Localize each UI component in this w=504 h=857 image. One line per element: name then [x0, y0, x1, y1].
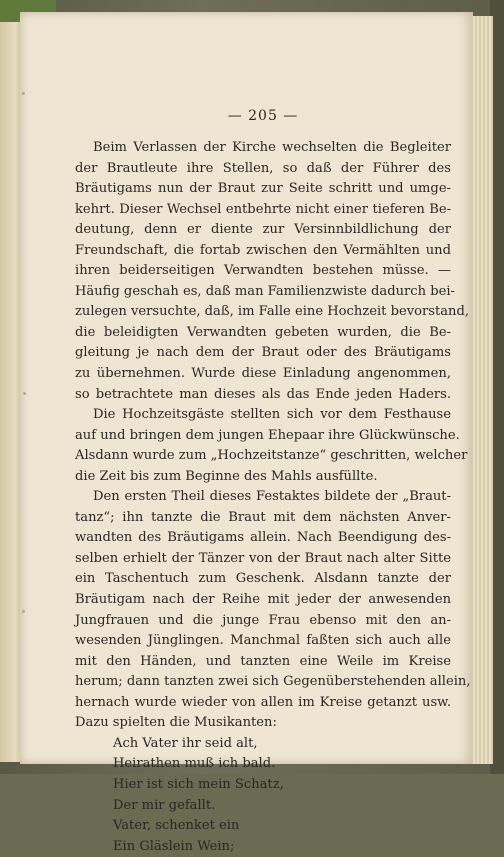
- text-line: zulegen versuchte, daß, im Falle eine Hochzeit bevorstand,: [75, 304, 470, 320]
- page-speck: [22, 92, 25, 95]
- text-line: ihren beiderseitigen Verwandten bestehen müsse. —: [75, 263, 451, 279]
- text-line: die Zeit bis zum Beginne des Mahls ausfüllte.: [75, 468, 378, 484]
- text-line: Ach Vater ihr seid alt,: [113, 735, 258, 751]
- text-line: Alsdann wurde zum „Hochzeitstanze“ geschritten, welcher: [75, 448, 468, 464]
- page-edges-stack: [472, 16, 493, 764]
- text-line: selben erhielt der Tänzer von der Braut nach alter Sitte: [75, 550, 451, 566]
- page-speck: [23, 392, 26, 395]
- text-line: auf und bringen dem jungen Ehepaar ihre Glückwünsche.: [75, 427, 460, 443]
- text-line: Den ersten Theil dieses Festaktes bildete der „Braut-: [93, 489, 451, 505]
- text-line: gleitung je nach dem der Braut oder des Bräutigams: [75, 345, 451, 361]
- page-number: — 205 —: [227, 108, 299, 124]
- text-line: ein Taschentuch zum Geschenk. Alsdann tanzte der: [75, 571, 451, 587]
- text-line: zu übernehmen. Wurde diese Einladung angenommen,: [75, 366, 451, 382]
- text-line: Beim Verlassen der Kirche wechselten die Begleiter: [93, 140, 451, 155]
- text-line: Hier ist sich mein Schatz,: [113, 776, 284, 792]
- text-line: Freundschaft, die fortab zwischen den Vermählten und: [75, 242, 451, 258]
- text-line: Vater, schenket ein: [113, 818, 240, 834]
- book-page: [20, 12, 473, 854]
- text-line: der Brautleute ihre Stellen, so daß der Führer des: [75, 160, 451, 176]
- text-line: mit den Händen, und tanzten eine Weile im Kreise: [75, 653, 451, 669]
- text-line: Der mir gefallt.: [113, 797, 216, 813]
- text-line: Jungfrauen und die junge Frau ebenso mit den an-: [75, 612, 451, 628]
- text-line: hernach wurde wieder von allen im Kreise getanzt usw.: [75, 694, 451, 710]
- text-line: kehrt. Dieser Wechsel entbehrte nicht einer tieferen Be-: [75, 201, 451, 217]
- text-line: Bräutigams nun der Braut zur Seite schritt und umge-: [75, 181, 451, 197]
- text-line: tanz“; ihn tanzte die Braut mit dem nächsten Anver-: [75, 509, 451, 525]
- text-line: wesenden Jünglingen. Manchmal faßten sich auch alle: [75, 633, 451, 649]
- text-line: wandten des Bräutigams allein. Nach Beendigung des-: [75, 530, 451, 546]
- body-text: [75, 138, 471, 857]
- text-line: deutung, denn er diente zur Versinnbildlichung der: [75, 222, 451, 238]
- text-line: die beleidigten Verwandten gebeten wurden, die Be-: [75, 324, 451, 340]
- text-line: Heirathen muß ich bald.: [113, 756, 276, 772]
- text-line: Dazu spielten die Musikanten:: [75, 715, 277, 731]
- text-line: Ein Gläslein Wein;: [113, 838, 235, 854]
- text-line: herum; dann tanzten zwei sich Gegenüberstehenden allein,: [75, 674, 471, 690]
- text-line: Bräutigam nach der Reihe mit jeder der anwesenden: [75, 592, 451, 608]
- text-line: Häufig geschah es, daß man Familienzwiste dadurch bei-: [75, 283, 455, 299]
- page-speck: [22, 610, 25, 613]
- text-line: Die Hochzeitsgäste stellten sich vor dem Festhause: [93, 407, 451, 423]
- text-line: so betrachtete man dieses als das Ende jeden Haders.: [75, 386, 451, 402]
